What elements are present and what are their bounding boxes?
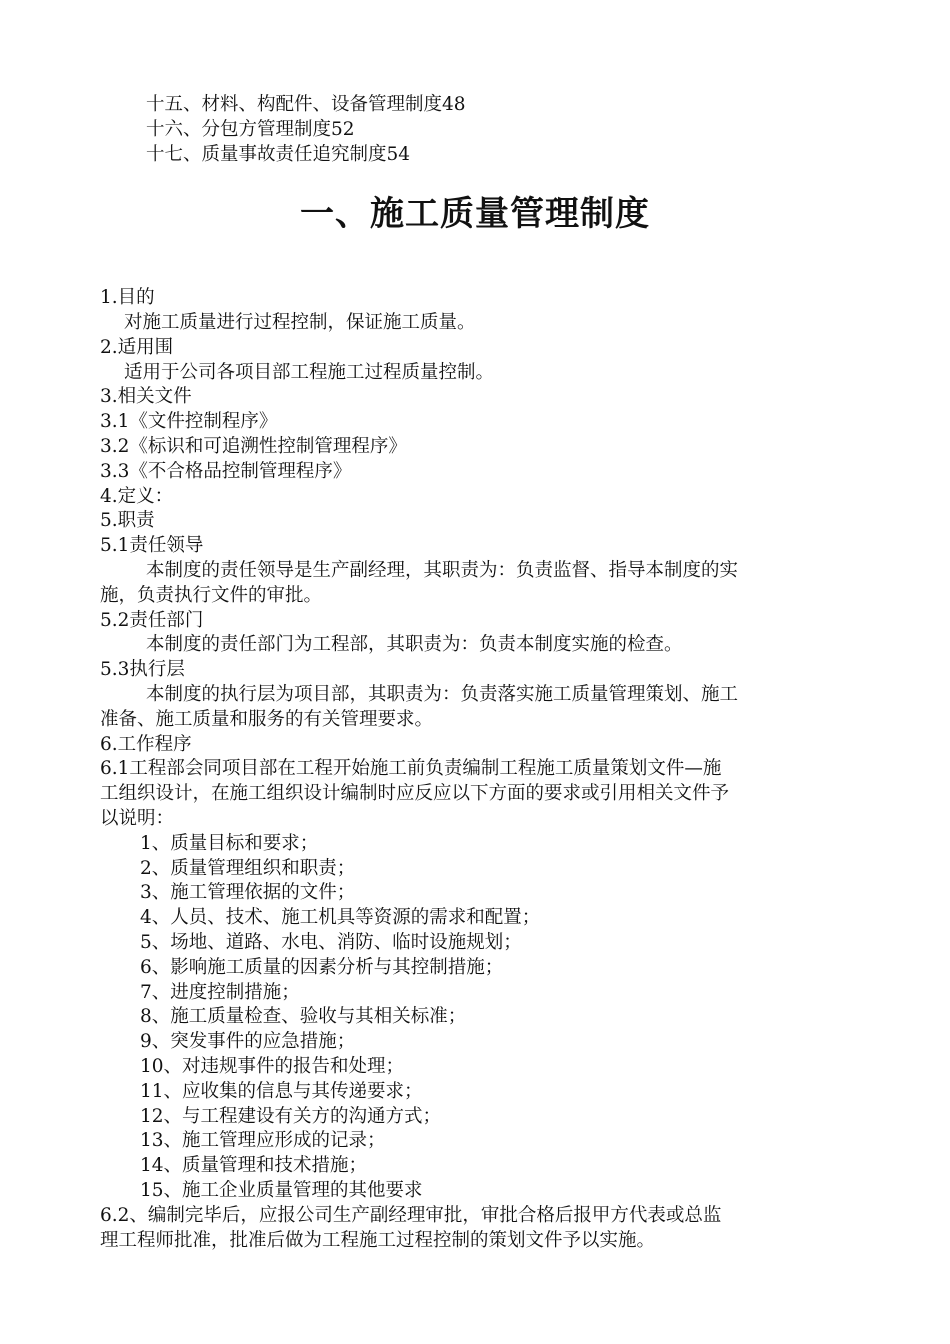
list-item: 2、质量管理组织和职责； xyxy=(140,858,356,879)
paragraph-continued: 以说明： xyxy=(100,808,175,829)
toc-item-17: 十七、质量事故责任追究制度54 xyxy=(146,144,411,165)
doc-reference: 3.1《文件控制程序》 xyxy=(100,411,278,432)
paragraph: 适用于公司各项目部工程施工过程质量控制。 xyxy=(124,362,495,383)
list-item: 11、应收集的信息与其传递要求； xyxy=(140,1081,423,1102)
doc-reference: 3.3《不合格品控制管理程序》 xyxy=(100,461,352,482)
list-item: 9、突发事件的应急措施； xyxy=(140,1031,356,1052)
paragraph-continued: 准备、施工质量和服务的有关管理要求。 xyxy=(100,709,434,730)
list-item: 15、施工企业质量管理的其他要求 xyxy=(140,1180,423,1201)
heading-purpose: 1.目的 xyxy=(100,287,155,308)
list-item: 12、与工程建设有关方的沟通方式； xyxy=(140,1106,442,1127)
paragraph: 6.1工程部会同项目部在工程开始施工前负责编制工程施工质量策划文件—施 xyxy=(100,758,722,779)
paragraph: 本制度的责任部门为工程部，其职责为：负责本制度实施的检查。 xyxy=(146,634,683,655)
section-title: 一、施工质量管理制度 xyxy=(300,194,650,234)
list-item: 4、人员、技术、施工机具等资源的需求和配置； xyxy=(140,907,541,928)
list-item: 3、施工管理依据的文件； xyxy=(140,882,356,903)
list-item: 14、质量管理和技术措施； xyxy=(140,1155,368,1176)
heading-duties: 5.职责 xyxy=(100,510,155,531)
paragraph-continued: 理工程师批准，批准后做为工程施工过程控制的策划文件予以实施。 xyxy=(100,1230,656,1251)
list-item: 5、场地、道路、水电、消防、临时设施规划； xyxy=(140,932,522,953)
list-item: 1、质量目标和要求； xyxy=(140,833,319,854)
list-item: 8、施工质量检查、验收与其相关标准； xyxy=(140,1006,467,1027)
list-item: 10、对违规事件的报告和处理； xyxy=(140,1056,405,1077)
paragraph-continued: 工组织设计，在施工组织设计编制时应反应以下方面的要求或引用相关文件予 xyxy=(100,783,730,804)
subheading: 5.1责任领导 xyxy=(100,535,204,556)
heading-definition: 4.定义： xyxy=(100,486,174,507)
list-item: 7、进度控制措施； xyxy=(140,982,300,1003)
subheading: 5.2责任部门 xyxy=(100,610,204,631)
list-item: 6、影响施工质量的因素分析与其控制措施； xyxy=(140,957,504,978)
paragraph: 本制度的责任领导是生产副经理，其职责为：负责监督、指导本制度的实 xyxy=(146,560,739,581)
paragraph: 本制度的执行层为项目部，其职责为：负责落实施工质量管理策划、施工 xyxy=(146,684,739,705)
paragraph: 对施工质量进行过程控制，保证施工质量。 xyxy=(124,312,476,333)
paragraph-continued: 施，负责执行文件的审批。 xyxy=(100,585,323,606)
subheading: 5.3执行层 xyxy=(100,659,185,680)
heading-procedure: 6.工作程序 xyxy=(100,734,192,755)
toc-item-15: 十五、材料、构配件、设备管理制度48 xyxy=(146,94,466,115)
list-item: 13、施工管理应形成的记录； xyxy=(140,1130,386,1151)
heading-related-docs: 3.相关文件 xyxy=(100,386,192,407)
doc-reference: 3.2《标识和可追溯性控制管理程序》 xyxy=(100,436,407,457)
heading-scope: 2.适用围 xyxy=(100,337,174,358)
paragraph: 6.2、编制完毕后，应报公司生产副经理审批，审批合格后报甲方代表或总监 xyxy=(100,1205,722,1226)
toc-item-16: 十六、分包方管理制度52 xyxy=(146,119,355,140)
